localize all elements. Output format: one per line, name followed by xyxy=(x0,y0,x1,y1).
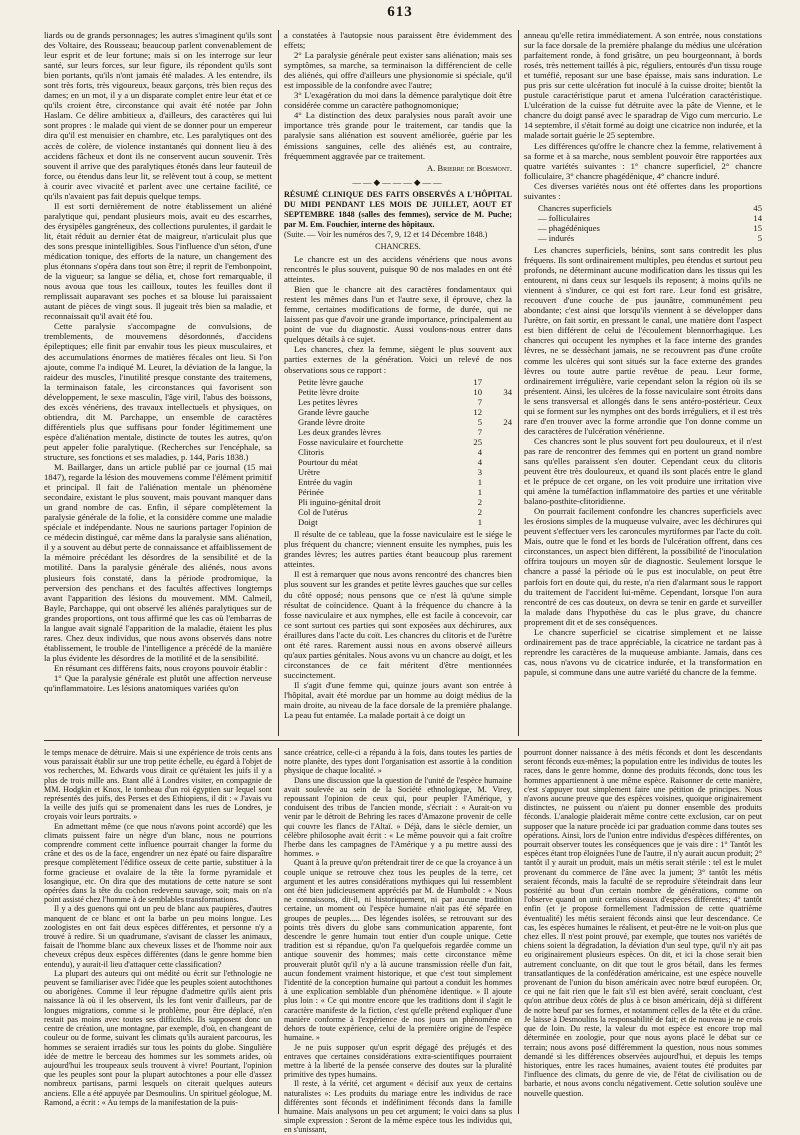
table-cell-value: 1 xyxy=(477,487,482,498)
table-cell-group xyxy=(482,397,512,407)
paragraph: 3° L'exagération du moi dans la démence paralytique doit être considérée comme un caractère pathognomonique; xyxy=(284,90,512,111)
paragraph: Il s'agit d'une femme qui, quinze jours avant son entrée à l'hôpital, avait été mordue par un homme au doigt médius de la main droite, au niveau de la face dorsale de la première phalange. La peau fut entamée. La malade portait à ce doigt un xyxy=(284,679,512,721)
table-cell-group xyxy=(482,487,512,497)
paragraph: anneau qu'elle retira immédiatement. A son entrée, nous constations sur la face dorsale de la première phalange du médius une ulcération parfaitement ronde, à fond grisâtre, un peu bourgeonnant, à bords rosés, très nettement taillés à pic, réguliers, entourés d'un tissu rouge et tuméfié, reposant sur une base épaisse, mais sans induration. Le pus pris sur cette ulcération fut inoculé à la cuisse droite; bientôt la pustule caractéristique parut et amena l'ulcération caractéristique. L'ulcération de la cuisse fut détruite avec la pâte de Vienne, et le chancre du doigt pansé avec le sparadrap de Vigo cum mercurio. Le 14 septembre, il s'était formé au doigt une cicatrice non indurée, et la malade sortait guérie le 25 septembre. xyxy=(524,30,762,141)
paragraph: liards ou de grands personnages; les autres s'imaginent qu'ils sont des Voltaire, des Rousseau; beaucoup parlent convenablement de leur esprit et de leur fortune; mais si on les interroge sur leur santé, sur leurs forces, sur leur figure, ils répondent qu'ils sont bien portants, qu'ils n'ont jamais été malades. A les entendre, ils sont très forts, très vigoureux, beaux garçons, très bien reçus des dames; en un mot, il y a un disparate complet entre leur état et ce qu'ils croient être, circonstance qui avait été notée par John Haslam. Ce délire ambitieux a, d'ailleurs, des caractères qui lui sont propres : le malade qui vient de se donner pour un empereur dira qu'il est menuisier en chambre, etc. Les paralytiques ont des accès de colère, de violence instantanés qui donnent lieu à des accidens fâcheux et dont ils ne conservent aucun souvenir. Très souvent il arrive que des paralytiques étonés dans leur fauteuil de force, ou étendus dans leur lit, se relèvent tout à coup, se mettent à courir avec vivacité et parlent avec une certaine facilité, ce qu'ils n'avaient pas fait depuis quelque temps. xyxy=(44,30,272,201)
paragraph: a constatées à l'autopsie nous paraissent être évidemment des effets; xyxy=(284,30,512,51)
table-cell-value: 5 xyxy=(477,416,482,427)
table-cell-label: Doigt xyxy=(298,517,318,528)
table-cell-value: 15 xyxy=(753,222,762,233)
paragraph: 4° La distinction des deux paralysies nous paraît avoir une importance très grande pour le traitement, car tandis que la paralysie sans aliénation est souvent améliorée, guérie par les émissions sanguines, celle des aliénés est, au contraire, fréquemment aggravée par ce traitement. xyxy=(284,110,512,161)
table-cell-value: 2 xyxy=(477,497,482,508)
paragraph: pourront donner naissance à des métis féconds et dont les descendants seront féconds eux-mêmes; la population entre les individus de toutes les races, dans le genre homme, donne des produits féconds, donc tous les hommes appartiennent à une même espèce. Raisonner de cette manière, c'est s'appuyer tout simplement faire une pétition de principes. Nous n'avons aucune preuve que des espèces voisines, quoique originairement distinctes, ne puissent ou n'aient pu donner ensemble des produits féconds. L'analogie plaiderait même contre cette exclusion, car on peut supposer que la nature procède ici par graduation comme dans toutes ses opérations. Ainsi, lors de l'union entre individus d'espèces différentes, on pourrait observer toutes les conséquences que je vais dire : 1° Tantôt les espèces étant trop éloignées l'une de l'autre, il n'y aurait aucun produit; 2° tantôt il y aurait un produit, mais un métis serait stérile : tel est le mulet provenant du commerce de l'âne avec la jument; 3° tantôt les métis seraient féconds, mais la faculté de se reproduire s'éteindrait dans leur postérité au bout d'un certain nombre de générations, comme on l'observe quand on unit certains oiseaux d'espèces différentes; 4° tantôt enfin (et je propose formellement l'admission de cette quatrième éventualité) les métis seraient féconds ainsi que leur descendance. Ce cas, les espèces humaines le réalisent, et peut-être ne le voit-on plus que chez elles. Il n'est point prouvé, par exemple, que toutes nos variétés de chiens soient la dégradation, la déviation d'un seul type, qu'il n'y ait pas eu originairement plusieurs espèces. On dit, et ici la chose serait bien autrement concluante, on dit que tout le gros bétail, dans les fermes transatlantiques de la confédération américaine, est une espèce nouvelle provenant de l'union du bison américain avec notre bœuf européen. Or, ce qui ne fait rien que le fait s'il est bien avéré, serait concluant, c'est qu'on attribue deux côtés de plus à ce bison américain, déjà si différent de notre bœuf par ses formes, et notamment celles de la tête et du crâne. Je laisse à Desmoulins la responsabilité de fait; et de nouveau je ne crois que de loin. Du reste, la valeur du mot espèce est encore trop mal déterminée en zoologie, pour que nous ayons placé le débat sur ce terrain; nous avons posé différemment la question, nous nous sommes demandé si les différences observées aujourd'hui, et depuis les temps historiques, entre les races humaines, avaient toutes été produites par l'influence des climats, du genre de vie, de l'état de civilisation ou de barbarie, et nous avons conclu négativement. Cette solution soulève une nouvelle question. xyxy=(524,748,762,1098)
table-row xyxy=(284,517,512,527)
table-row xyxy=(524,223,762,233)
paragraph: Il est à remarquer que nous avons rencontré des chancres bien plus souvent sur les grandes et petite lèvres gauches que sur celles du côté opposé; nous pensons que ce n'est là qu'une simple résultat de coïncidence. Quant à la fréquence du chancre à la fosse naviculaire et aux nymphes, elle est facile à concevoir, car ce sont surtout ces parties qui sont exposées aux déchirures, aux éraillures dans l'acte du coït. Les chancres du clitoris et de l'urètre ont été rares. Rarement aussi nous en avons observé ailleurs qu'aux parties génitales. Nous avons vu un chancre au doigt, et les circonstances de ce fait méritent d'être mentionnées succinctement. xyxy=(284,569,512,680)
author-signature: A. Brierre de Boismont. xyxy=(426,162,512,173)
column-divider xyxy=(518,748,519,1114)
table-row xyxy=(524,203,762,213)
table-cell-label: Les deux grandes lèvres xyxy=(298,426,381,437)
table-cell-label: — folliculaires xyxy=(538,212,590,223)
table-row xyxy=(284,397,512,407)
table-cell-label: Col de l'utérus xyxy=(298,507,348,518)
paragraph: On pourrait facilement confondre les chancres superficiels avec les érosions simples de la muqueuse vulvaire, avec les déchirures qui peuvent s'effectuer vers les caroncules myrtiformes par l'acte du coït. Mais, outre que le fond et les bords de l'ulcération offrent, dans ces circonstances, un aspect bien différent, la possibilité de l'inoculation offrira toujours un moyen sûr de diagnostic. Seulement lorsque le chancre a passé la période où le pus est inoculable, on peut être parfois fort en doute qui, du reste, n'a rien d'alarmant sous le rapport du traitement de l'accident lui-même. Cependant, lorsque l'on aura rencontré de ces cas douteux, on devra se tenir en garde et surveiller la malade dans l'hypothèse du cas le plus grave, du chancre proprement dit et de ses conséquences. xyxy=(524,506,762,627)
paragraph: sance créatrice, celle-ci a répandu à la fois, dans toutes les parties de notre planète, des types dont l'organisation est assortie à la condition physique de chaque localité. » xyxy=(284,748,512,776)
feuilleton-left-column xyxy=(44,748,272,1116)
paragraph: M. Baillarger, dans un article publié par ce journal (15 mai 1847), regarde la lésion des mouvemens comme l'élément primitif et principal. Il fait de l'aliénation mentale un phénomène secondaire, existant le plus souvent, mais pouvant manquer dans un grand nombre de cas. Enfin, il sépare complètement la paralysie générale de la folie, et la considère comme une maladie spéciale et indépendante. Nous ne saurions partager l'opinion de ce médecin distingué, car même dans la paralysie sans aliénation, il y a souvent au début perte de connaissance et affaiblissement de la mémoire précédant les désordres de la sensibilité et de la motilité. Dans la paralysie générale des aliénés, nous avons plusieurs fois constaté, dans la période prodromique, la perversion des penchans et des facultés affectives longtemps avant l'apparition des lésions du mouvement. MM. Calmeil, Bayle, Parchappe, qui ont observé les aliénés paralytiques sur de grandes proportions, ont tous affirmé que les cas où l'embarras de la langue avait signalé l'apparition de la maladie, étaient les plus rares. Chez deux individus, que nous avons observés dans notre établissement, le trouble de l'intelligence a précédé de la manière la plus évidente les désordres de la motilité et de la sensibilité. xyxy=(44,462,272,663)
table-cell-group xyxy=(482,497,512,507)
table-cell-value: 45 xyxy=(753,202,762,213)
paragraph: Les chancres superficiels, bénins, sont sans contredit les plus fréquens. Ils sont ordinairement multiples, peu étendus et surtout peu profonds, ne déterminant aucune modification dans les tissus qui les entourent, ni dans ceux sur lesquels ils reposent; à moins qu'ils ne viennent à s'indurer, ce qui est fort rare. Leur fond est grisâtre, recouvert d'une couche de pus jaunâtre, communément peu abondante; c'est ainsi que lorsqu'ils viennent à se développer dans l'urètre, on fait sortir, en pressant le canal, une matière dont l'aspect est bien différent de celui de l'écoulement blennorrhagique. Les chancres qui occupent les nymphes et la face interne des grandes lèvres, ne se dessèchant jamais, ne se recouvrent pas d'une croûte comme les ulcères qui sont situés sur la face externe des grandes lèvres ou toute autre partie revêtue de peau. Leur forme, ordinairement irrégulière, varie cependant selon la région où ils se présentent. Ainsi, les ulcères de la fosse naviculaire sont étroits dans le sens transversal et allongés dans le sens antéro-postérieur. Ceux qui se forment sur les nymphes ont des bords irréguliers, et il est très rare d'en trouver avec la forme arrondie que l'on donne comme un des caractères de l'ulcération vénérienne. xyxy=(524,244,762,436)
column-divider xyxy=(518,30,519,736)
paragraph: Dans une discussion que la question de l'unité de l'espèce humaine avait soulevée au sein de la Société ethnologique, M. Virey, repoussant l'opinion de ceux qui, pour peupler l'Amérique, y conduisent des tribus de l'ancien monde, s'écriait : « Aurait-on vu venir par le détroit de Behring les races d'Amazone provenir de celle qui couvre les flancs de l'Altaï. » Déjà, dans le siècle dernier, un célèbre philosophe avait écrit : « Le même pouvoir qui a fait croître l'herbe dans les campagnes de l'Amérique y a pu mettre aussi des hommes. » xyxy=(284,775,512,859)
table-row xyxy=(284,497,512,507)
paragraph: La plupart des auteurs qui ont médité ou écrit sur l'ethnologie ne peuvent se familiariser avec l'idée que les peuples soient autochthones ou aborigènes. Comme il leur répugne d'admettre qu'ils aient pris naissance là où il les observent, ils les font venir d'ailleurs, par de longues migrations, comme si le problème, pour être déplacé, n'en restait pas moins avec toutes ses difficultés. Ils supposent donc un centre de création, une montagne, par exemple, d'où, en changeant de couleur ou de forme, suivant les climats qu'ils auraient parcourus, les hommes se seraient irradiés sur tous les points du globe. Singulière idée de mettre le berceau des hommes sur les sommets arides, où aujourd'hui les troupeaux seuls trouvent à vivre! Pourtant, l'opinion que les peuples sont pour la plupart autochtones a pour elle d'assez nombreux partisans, parmi lesquels on citerait quelques auteurs anciens. Elle a été appuyée par Desmoulins. Un spirituel géologue, M. Ramond, a écrit : « Au temps de la manifestation de la puis- xyxy=(44,968,272,1107)
table-row xyxy=(524,213,762,223)
table-row xyxy=(284,427,512,437)
section-ornament: ——◆———◆—— xyxy=(352,176,444,187)
paragraph: Il y a des guenons qui ont un peu de blanc aux paupières, d'autres manquent de ce blanc et ont la barbe un peu moins longue. Les zoologistes en ont fait deux espèces différentes, et personne n'y a trouvé à redire. Si un quadrumane, s'avisant de classer les animaux, faisait de l'homme blanc aux cheveux lisses et de l'homme noir aux cheveux crépus deux espèces différentes (dans le genre homme bien entendu), y aurait-il lieu d'attaquer cette classification? xyxy=(44,904,272,969)
table-row xyxy=(524,233,762,243)
table-row xyxy=(284,457,512,467)
continuation-note: (Suite. — Voir les numéros des 7, 9, 12 et 14 Décembre 1848.) xyxy=(284,229,488,239)
table-cell-group xyxy=(482,517,512,527)
table-row xyxy=(284,477,512,487)
paragraph: 1° Que la paralysie générale est plutôt une affection nerveuse qu'inflammatoire. Les lésions anatomiques variées qu'on xyxy=(44,673,272,694)
table-row xyxy=(284,417,512,427)
feuilleton-middle-column xyxy=(284,748,512,1135)
table-cell-value: 7 xyxy=(477,396,482,407)
table-cell-label: — indurés xyxy=(538,232,575,243)
column-divider xyxy=(278,748,279,1114)
page-number: 613 xyxy=(387,4,413,20)
table-cell-label: Grande lèvre droite xyxy=(298,416,365,427)
table-cell-value: 10 xyxy=(473,386,482,397)
paragraph: Bien que le chancre ait des caractères fondamentaux qui restent les mêmes dans l'un et l'autre sexe, il éprouve, chez la femme, certaines modifications de forme, de durée, qui ne laissent pas que d'avoir une grande importance, principalement au point de vue du diagnostic. Aussi voulons-nous entrer dans quelques détails à ce sujet. xyxy=(284,284,512,345)
table-cell-group xyxy=(482,437,512,447)
table-cell-label: Pourtour du méat xyxy=(298,456,358,467)
table-cell-group xyxy=(482,407,512,417)
table-cell-value: 4 xyxy=(477,446,482,457)
paragraph: Le chancre est un des accidens vénériens que nous avons rencontrés le plus souvent, puisque 90 de nos malades en ont été atteintes. xyxy=(284,253,512,285)
table-cell-group xyxy=(482,447,512,457)
paragraph: Les différences qu'offre le chancre chez la femme, relativement à sa forme et à sa marche, nous semblent pouvoir être rapportées aux quatre variétés suivantes : 1° chancre superficiel, 2° chancre folliculaire, 3° chancre phagédénique, 4° chancre induré. xyxy=(524,140,762,181)
table-cell-value: 17 xyxy=(473,376,482,387)
table-cell-label: Entrée du vagin xyxy=(298,477,353,488)
paragraph: Je ne puis supposer qu'un esprit dégagé des préjugés et des entraves que certaines considérations extra-scientifiques pourraient mettre à la liberté de la pensée conserve des doutes sur la pluralité primitive des types humains. xyxy=(284,1042,512,1080)
table-row xyxy=(284,377,512,387)
paragraph: Ces chancres sont le plus souvent fort peu douloureux, et il n'est pas rare de rencontrer des femmes qui en portent un grand nombre sans qu'elles paraissent s'en douter. Cependant ceux du clitoris peuvent être très douloureux, et quand ils sont placés entre le gland et le prépuce de cet organe, on les voit produire une irritation vive qui amène la tuméfaction inflammatoire des parties et une véritable balano-posthite-clitoridienne. xyxy=(524,435,762,507)
paragraph: Les chancres, chez la femme, siègent le plus souvent aux parties externes de la génération. Voici un relevé de nos observations sous ce rapport : xyxy=(284,344,512,375)
paragraph: Cette paralysie s'accompagne de convulsions, de tremblements, de mouvemens désordonnés, d'accidens épileptiques; elle finit par envahir tous les pieux musculaires, et des accumulations énormes de matières fécales ont lieu. Si l'on ajoute, comme l'a indiqué M. Leuret, la déviation de la langue, la raideur des muscles, l'inutilité presque constante des traitemens, la terminaison fatale, les circonstances qui favorisent son développement, le sexe masculin, l'âge viril, l'abus des boissons, des excès vénériens, des travaux intellectuels et physiques, on obtiendra, dit M. Parchappe, un ensemble de caractères différentiels plus que suffisans pour fonder légitimement une espèce d'aliénation mentale, distincte de toutes les autres, qu'on peut appeler folie paralytique. (Recherches sur l'encéphale, sa structure, ses fonctions et ses maladies, p. 144, Paris 1838.) xyxy=(44,321,272,462)
table-row xyxy=(284,407,512,417)
table-cell-label: Urètre xyxy=(298,466,320,477)
table-cell-group xyxy=(482,507,512,517)
chancre-location-table xyxy=(284,377,512,528)
paragraph: Le chancre superficiel se cicatrise simplement et ne laisse ordinairement pas de trace appréciable, la cicatrice ne tardant pas à reprendre les caractères de la muqueuse ambiante. Jamais, dans ces cas, nous n'avons vu de cicatrice indurée, et la transformation en papule, si commune dans une autre variété du chancre de la femme. xyxy=(524,626,762,677)
table-cell-value: 7 xyxy=(477,426,482,437)
table-cell-value: 3 xyxy=(477,466,482,477)
table-row xyxy=(284,447,512,457)
table-cell-label: Chancres superficiels xyxy=(538,202,612,213)
paragraph: Il reste, à la vérité, cet argument « décisif aux yeux de certains naturalistes »: Les produits du mariage entre les individus de race différentes sont féconds et indéfiniment féconds dans la famille humaine. Mais analysons un peu cet argument; le voici dans sa plus simple expression : Seront de la même espèce tous les individus qui, en s'unissant, xyxy=(284,1079,512,1135)
article-title: RÉSUMÉ CLINIQUE DES FAITS OBSERVÉS A L'HÔPITAL DU MIDI PENDANT LES MOIS DE JUILLET, AOUT ET SEPTEMBRE 1848 (salles des femmes), service de M. Puche; par M. Em. Fouchier, interne des hôpitaux. xyxy=(284,189,512,229)
top-right-column xyxy=(524,30,762,736)
table-cell-value: 4 xyxy=(477,456,482,467)
paragraph: 2° La paralysie générale peut exister sans aliénation; mais ses symptômes, sa marche, sa terminaison la différencient de celle des aliénés, qui offre d'ailleurs une physionomie si spéciale, qu'il est impossible de la confondre avec l'autre; xyxy=(284,50,512,91)
table-cell-group xyxy=(482,477,512,487)
paragraph: Il résulte de ce tableau, que la fosse naviculaire est le siége le plus fréquent du chancre; viennent ensuite les nymphes, puis les grandes lèvres; les autres parties étant beaucoup plus rarement atteintes. xyxy=(284,529,512,570)
table-cell-label: Les petites lèvres xyxy=(298,396,358,407)
table-cell-value: 25 xyxy=(473,436,482,447)
table-cell-group xyxy=(482,467,512,477)
table-cell-value: 14 xyxy=(753,212,762,223)
table-cell-group xyxy=(482,427,512,437)
feuilleton-right-column xyxy=(524,748,762,1116)
table-cell-value: 1 xyxy=(477,477,482,488)
table-cell-value: 2 xyxy=(477,507,482,518)
table-cell-value: 5 xyxy=(757,232,762,243)
top-middle-column xyxy=(284,30,512,736)
table-row xyxy=(284,467,512,477)
article-subheading: CHANCRES. xyxy=(375,241,421,251)
table-row xyxy=(284,487,512,497)
table-cell-label: Pli inguino-génital droit xyxy=(298,497,381,508)
table-cell-label: — phagédéniques xyxy=(538,222,600,233)
table-cell-value: 1 xyxy=(477,517,482,528)
table-cell-label: Clitoris xyxy=(298,446,324,457)
table-cell-label: Périnée xyxy=(298,487,324,498)
table-row xyxy=(284,437,512,447)
paragraph: Il est sorti dernièrement de notre établissement un aliéné paralytique qui, pendant plusieurs mois, avait eu des escarrhes, des érysipèles gangréneux, des collections purulentes, il gardait le lit, était réduit au dernier état de maigreur, n'articulait plus que des sons presque inintelligibles. Sous l'influence d'un séton, d'une médication tonique, des efforts de la nature, un changement des plus étonnans s'opéra dans tout son être; il reprit de l'embonpoint, de la vigueur; sa langue se délia, et, chose fort remarquable, il nous avoua que tous les cailloux, toutes les feuilles dont il remplissait auparavant ses poches et sa blouse lui paraissaient autant de pièces de vingt sous. Il jugeait très bien sa maladie, et reconnaissait qu'il avait été fou. xyxy=(44,200,272,322)
table-cell-value: 12 xyxy=(473,406,482,417)
paragraph: Ces diverses variétés nous ont été offertes dans les proportions suivantes : xyxy=(524,180,762,201)
column-divider xyxy=(278,30,279,736)
table-cell-group xyxy=(482,457,512,467)
top-left-column xyxy=(44,30,272,736)
table-cell-group: 34 xyxy=(503,386,512,397)
paragraph: En admettant même (ce que nous n'avons point accordé) que les climats puissent faire un nègre d'un blanc, nous ne pourrions comprendre comment cette influence pourrait changer la forme du crâne et des os de la face, engendrer un nez épaté ou faire disparaître presque complètement l'édifice osseux de cette partie, substituer à la forme gracieuse et ovalaire de la tête la forme pyramidale et losangique, etc. On dira que des mutations de cette nature se sont opérées dans la tête du cochon redevenu sauvage, soit; mais on n'a point assisté chez l'homme à de semblables transformations. xyxy=(44,821,272,905)
paragraph: En résumant ces différens faits, nous croyons pouvoir établir : xyxy=(54,662,268,673)
feuilleton-divider xyxy=(44,740,762,741)
table-row xyxy=(284,387,512,397)
paragraph: le temps menace de détruire. Mais si une expérience de trois cents ans vous paraissait établir sur une trop petite échelle, eu égard à l'objet de vos recherches, M. Edwards vous dirait ce qu'étaient les juifs il y a plus de trois mille ans. Etant allé à Londres visiter, en compagnie de MM. Hodgkin et Knox, le tombeau d'un roi égyptien sur lequel sont représentés des juifs, des Perses et des Ethiopiens, il dit : « J'avais vu la veille des juifs qui se promenaient dans les rues de Londres, je croyais voir leurs portraits. » xyxy=(44,748,272,822)
table-cell-label: Fosse naviculaire et fourchette xyxy=(298,436,404,447)
table-cell-label: Petite lèvre droite xyxy=(298,386,360,397)
table-cell-group xyxy=(482,377,512,387)
table-cell-label: Petite lèvre gauche xyxy=(298,376,364,387)
table-row xyxy=(284,507,512,517)
chancre-varieties-table xyxy=(524,203,762,243)
paragraph: Quant à la preuve qu'on prétendrait tirer de ce que la croyance à un couple unique se retrouve chez tous les peuples de la terre, cet argument et les autres considérations mythiques qui lui ressemblent ont été bien judicieusement appréciés par M. de Humboldt : « Nous ne connaissons, dit-il, ni historiquement, ni par aucune tradition certaine, un moment où l'espèce humaine n'ait pas été séparée en groupes de peuples..... Des légendes isolées, se retrouvant sur des points très divers du globe sans communication apparente, font descendre le genre humain tout entier d'un couple unique. Cette tradition est si répandue, qu'on l'a quelquefois regardée comme un antique souvenir des hommes; mais cette circonstance même prouverait plutôt qu'il n'y a là aucune transmission réelle d'un fait, aucun fondement vraiment historique, et que c'est tout simplement l'identité de la conception humaine qui partout a conduit les hommes à une explication semblable d'un phénomène identique. » Il ajoute plus loin : « Ce qui montre encore que les traditions dont il s'agit le caractère manifeste de la fiction, c'est qu'elle prétend expliquer d'une manière conforme à l'expérience de nos jours un phénomène en dehors de toute expérience, celui de la première origine de l'espèce humaine. » xyxy=(284,858,512,1043)
table-cell-label: Grande lèvre gauche xyxy=(298,406,370,417)
table-cell-group: 24 xyxy=(503,416,512,427)
